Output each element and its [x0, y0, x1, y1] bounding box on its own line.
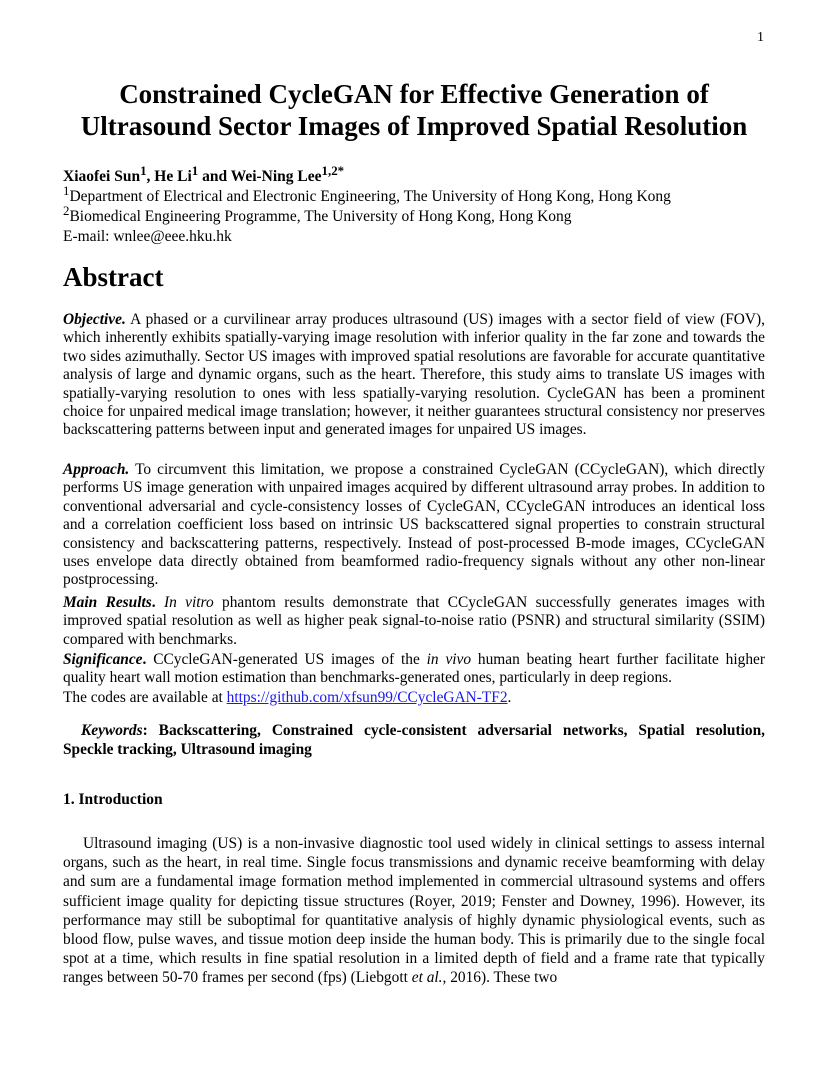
author-affil-mark: 1,2*: [321, 163, 345, 178]
contact-email: E-mail: wnlee@eee.hku.hk: [63, 228, 232, 245]
author-affil-mark: 1: [191, 163, 199, 178]
keywords-colon: :: [142, 722, 148, 739]
author-separator: ,: [146, 168, 155, 186]
introduction-paragraph: [63, 834, 765, 988]
objective-label: Objective.: [63, 311, 126, 328]
code-repository-link[interactable]: https://github.com/xfsun99/CCycleGAN-TF2: [226, 689, 508, 706]
affil-text: Department of Electrical and Electronic Engineering, The University of Hong Kong, Hong Kong: [69, 188, 671, 206]
keywords-label: Keywords: [81, 722, 143, 739]
intro-text-end: , 2016). These two: [442, 969, 558, 987]
abstract-codes: [63, 689, 765, 707]
results-label: Main Results: [63, 594, 152, 611]
abstract-approach: [63, 461, 765, 590]
author-name: Wei-Ning Lee: [230, 168, 322, 186]
intro-italic: et al.: [411, 969, 443, 987]
affiliation-2: [63, 201, 572, 226]
affil-mark: 2: [63, 203, 70, 218]
abstract-objective: [63, 311, 765, 440]
results-text: phantom results demonstrate that CCycleGAN successfully generates images with improved spatial resolution as well as higher peak signal-to-noise ratio (PSNR) and structural similarity (SSIM) compared with benchmarks.: [63, 594, 765, 648]
author-name: Xiaofei Sun: [63, 168, 141, 186]
codes-end: .: [507, 689, 512, 706]
affil-mark: 1: [63, 183, 70, 198]
affil-text: Biomedical Engineering Programme, The University of Hong Kong, Hong Kong: [69, 208, 572, 226]
abstract-significance: [63, 651, 765, 688]
page-number: 1: [757, 30, 764, 45]
significance-label: Significance: [63, 651, 143, 668]
results-dot: .: [151, 594, 156, 611]
codes-text: The codes are available at: [63, 689, 227, 706]
author-separator: and: [198, 168, 231, 186]
results-italic: In vitro: [155, 594, 214, 611]
significance-text-2: human beating heart further facilitate higher quality heart wall motion estimation than benchmarks-generated ones, particularly in deep regions.: [63, 651, 765, 687]
author-name: He Li: [154, 168, 192, 186]
significance-dot: .: [142, 651, 147, 668]
title-line-2: Ultrasound Sector Images of Improved Spatial Resolution: [80, 111, 748, 141]
keywords: [63, 721, 765, 759]
approach-text: To circumvent this limitation, we propose a constrained CycleGAN (CCycleGAN), which directly performs US image generation with unpaired images acquired by different ultrasound array probes. In addition to conventional adversarial and cycle-consistency losses of CycleGAN, CCycleGAN introduces an identical loss and a correlation coefficient loss based on intrinsic US backscattered signal properties to constrain structural consistency and backscattering patterns, respectively. Instead of post-processed B-mode images, CCycleGAN uses envelope data directly obtained from beamformed radio-frequency signals without any other non-linear postprocessing.: [63, 461, 765, 589]
abstract-heading: Abstract: [63, 262, 164, 292]
paper-title: [40, 78, 788, 142]
abstract-main-results: [63, 594, 765, 649]
objective-text: A phased or a curvilinear array produces ultrasound (US) images with a sector field of view (FOV), which inherently exhibits spatially-varying image resolution with inferior quality in the far zone and towards the two sides azimuthally. Sector US images with improved spatial resolutions are favorable for accurate quantitative analysis of large and dynamic organs, such as the heart. Therefore, this study aims to translate US images with spatially-varying resolution to ones with less spatially-varying resolution. CycleGAN has been a prominent choice for unpaired medical image translation; however, it neither guarantees structural consistency nor preserves backscattering patterns between input and generated images for unpaired US images.: [63, 311, 765, 439]
intro-text: Ultrasound imaging (US) is a non-invasive diagnostic tool used widely in clinical settings to assess internal organs, such as the heart, in real time. Single focus transmissions and dynamic receive beamforming with delay and sum are a fundamental image formation method implemented in commercial ultrasound systems and offers sufficient image quality for depicting tissue structures (Royer, 2019; Fenster and Downey, 1996). However, its performance may still be suboptimal for quantitative analysis of highly dynamic physiological events, such as blood flow, pulse waves, and tissue motion deep inside the human body. This is primarily due to the single focal spot at a time, which results in fine spatial resolution in a limited depth of field and a frame rate that typically ranges between 50-70 frames per second (fps) (Liebgott: [63, 835, 765, 987]
keywords-text: Backscattering, Constrained cycle-consistent adversarial networks, Spatial resolution, Speckle tracking, Ultrasound imaging: [63, 722, 765, 758]
significance-text: CCycleGAN-generated US images of the: [146, 651, 427, 668]
title-line-1: Constrained CycleGAN for Effective Generation of: [119, 79, 709, 109]
section-heading-introduction: 1. Introduction: [63, 791, 163, 808]
approach-label: Approach.: [63, 461, 130, 478]
author-affil-mark: 1: [140, 163, 147, 178]
significance-italic: in vivo: [426, 651, 472, 668]
